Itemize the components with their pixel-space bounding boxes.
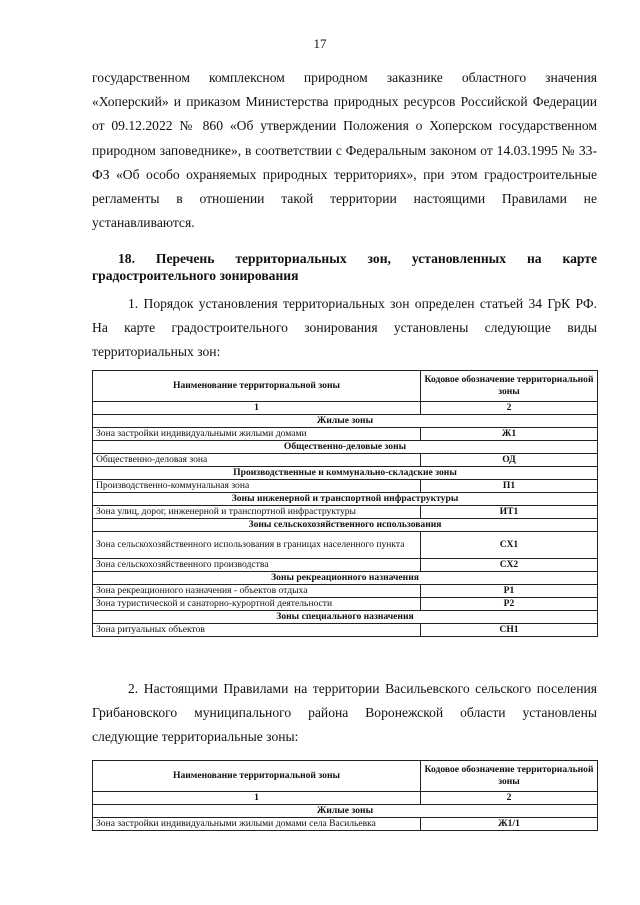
section-heading-text: 18. Перечень территориальных зон, установленных на карте градостроительного зонирования xyxy=(92,251,597,283)
zone-code-cell: СН1 xyxy=(421,624,598,637)
zone-name-cell: Зона ритуальных объектов xyxy=(93,624,421,637)
zone-group-title: Зоны рекреационного назначения xyxy=(93,572,598,585)
table-row xyxy=(93,624,598,637)
zone-group-title: Жилые зоны xyxy=(93,805,598,818)
table-header-row xyxy=(93,371,598,402)
zone-group-row xyxy=(93,572,598,585)
zone-name-cell: Зона застройки индивидуальными жилыми домами села Васильевка xyxy=(93,818,421,831)
zone-name-cell: Производственно-коммунальная зона xyxy=(93,480,421,493)
zone-group-title: Зоны сельскохозяйственного использования xyxy=(93,519,598,532)
column-number-cell: 2 xyxy=(421,792,598,805)
table-row xyxy=(93,506,598,519)
page-number: 17 xyxy=(313,36,327,51)
header-code-cell: Кодовое обозначение территориальной зоны xyxy=(421,761,598,792)
zone-group-title: Производственные и коммунально-складские зоны xyxy=(93,467,598,480)
table-row xyxy=(93,598,598,611)
zone-code-cell: Р2 xyxy=(421,598,598,611)
zone-group-title: Зоны инженерной и транспортной инфраструктуры xyxy=(93,493,598,506)
zone-code-cell: Р1 xyxy=(421,585,598,598)
table-row xyxy=(93,480,598,493)
zone-code-cell: ОД xyxy=(421,454,598,467)
zones-table-1 xyxy=(92,370,598,637)
zone-group-row xyxy=(93,611,598,624)
header-code-cell: Кодовое обозначение территориальной зоны xyxy=(421,371,598,402)
zone-group-row xyxy=(93,805,598,818)
zone-group-row xyxy=(93,493,598,506)
paragraph-2: 2. Настоящими Правилами на территории Васильевского сельского поселения Грибановского муниципального района Воронежской области установлены следующие территориальные зоны: xyxy=(92,681,597,745)
table-row xyxy=(93,532,598,559)
zone-name-cell: Зона сельскохозяйственного производства xyxy=(93,559,421,572)
zone-name-cell: Зона застройки индивидуальными жилыми домами xyxy=(93,428,421,441)
zone-name-cell: Общественно-деловая зона xyxy=(93,454,421,467)
zones-table-2 xyxy=(92,760,598,831)
table-row xyxy=(93,818,598,831)
zone-code-cell: ИТ1 xyxy=(421,506,598,519)
header-name-cell: Наименование территориальной зоны xyxy=(93,371,421,402)
column-number-cell: 1 xyxy=(93,792,421,805)
column-number-cell: 1 xyxy=(93,402,421,415)
intro-paragraph: государственном комплексном природном заказнике областного значения «Хоперский» и приказом Министерства природных ресурсов Российской Федерации от 09.12.2022 № 860 «Об утверждении Положения о Хоперском государственном природном заповеднике», в соответствии с Федеральным законом от 14.03.1995 № 33-ФЗ «Об особо охраняемых природных территориях», при этом градостроительные регламенты в отношении такой территории настоящими Правилами не устанавливаются. xyxy=(92,70,597,231)
table-row xyxy=(93,559,598,572)
zone-group-row xyxy=(93,415,598,428)
zone-group-title: Общественно-деловые зоны xyxy=(93,441,598,454)
column-number-row xyxy=(93,792,598,805)
column-number-cell: 2 xyxy=(421,402,598,415)
table-row xyxy=(93,428,598,441)
table-row xyxy=(93,454,598,467)
paragraph-1: 1. Порядок установления территориальных зон определен статьей 34 ГрК РФ. На карте градостроительного зонирования установлены следующие виды территориальных зон: xyxy=(92,296,597,360)
header-name-cell: Наименование территориальной зоны xyxy=(93,761,421,792)
table-row xyxy=(93,585,598,598)
zone-code-cell: П1 xyxy=(421,480,598,493)
zone-code-cell: СХ2 xyxy=(421,559,598,572)
zone-code-cell: Ж1/1 xyxy=(421,818,598,831)
section-heading xyxy=(92,250,597,284)
zone-name-cell: Зона рекреационного назначения - объектов отдыха xyxy=(93,585,421,598)
zone-name-cell: Зона туристической и санаторно-курортной деятельности xyxy=(93,598,421,611)
table-header-row xyxy=(93,761,598,792)
zone-group-row xyxy=(93,467,598,480)
column-number-row xyxy=(93,402,598,415)
zone-group-row xyxy=(93,519,598,532)
zone-group-title: Зоны специального назначения xyxy=(93,611,598,624)
zone-name-cell: Зона улиц, дорог, инженерной и транспортной инфраструктуры xyxy=(93,506,421,519)
zone-group-row xyxy=(93,441,598,454)
zone-code-cell: СХ1 xyxy=(421,532,598,559)
zone-group-title: Жилые зоны xyxy=(93,415,598,428)
zone-name-cell: Зона сельскохозяйственного использования в границах населенного пункта xyxy=(93,532,421,559)
zone-code-cell: Ж1 xyxy=(421,428,598,441)
